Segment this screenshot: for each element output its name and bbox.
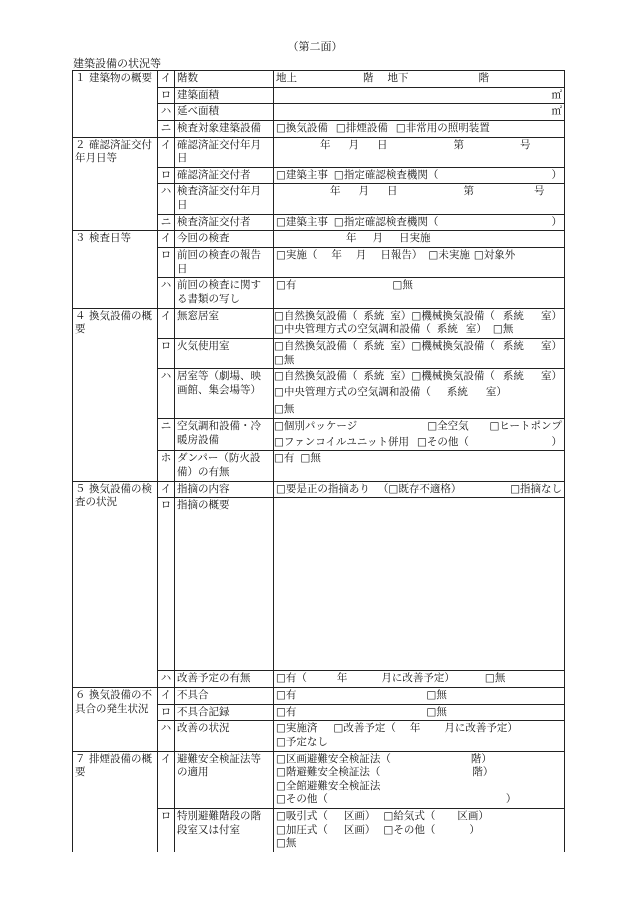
checkbox-no[interactable]: □無 — [300, 452, 321, 465]
field-label: 居室等（劇場、映画館、集会場等） — [175, 369, 274, 419]
field-label: 改善の状況 — [175, 721, 274, 751]
checkbox-not-implemented[interactable]: □未実施 — [428, 249, 470, 262]
table-row: ハ 延べ面積 ㎡ — [73, 104, 565, 121]
checkbox-no[interactable]: □無 — [426, 688, 447, 701]
table-row: ロ 建築面積 ㎡ — [73, 87, 565, 104]
checkbox-correction-required[interactable]: □要是正の指摘あり — [276, 482, 370, 495]
checkbox-natural-ventilation[interactable]: □自然換気設備（ — [274, 370, 358, 383]
checkbox-no[interactable]: □無 — [392, 279, 413, 292]
checkbox-none[interactable]: □無 — [274, 353, 295, 366]
checkbox-floor-evac[interactable]: □階避難安全検証法（ — [276, 766, 381, 779]
table-row: ７ 排煙設備の概要 イ 避難安全検証法等の適用 □区画避難安全検証法（ 階） □階避難安全検証法（ 階） □全館避難安全検証法 □その他（ ） — [73, 751, 565, 809]
table-row: ロ 指摘の概要 — [73, 498, 565, 671]
field-label: 不具合記録 — [175, 704, 274, 721]
section-title: 建築設備の状況等 — [73, 57, 161, 70]
table-row: ニ 検査対象建築設備 □換気設備 □排煙設備 □非常用の照明装置 — [73, 120, 565, 137]
form-table — [72, 70, 565, 852]
field-label: 不具合 — [175, 687, 274, 704]
checkbox-yes[interactable]: □有 — [276, 279, 297, 292]
checkbox-individual-package[interactable]: □個別パッケージ — [274, 420, 358, 433]
table-row: ２ 確認済証交付年月日等 イ 確認済証交付年月日 年 月 日 第 号 — [73, 137, 565, 167]
field-label: 階数 — [175, 71, 274, 88]
field-label: 改善予定の有無 — [175, 671, 274, 688]
checkbox-mechanical-ventilation[interactable]: □機械換気設備（ — [411, 309, 495, 322]
section-3-header: ３ 検査日等 — [73, 231, 158, 308]
field-label: 延べ面積 — [175, 104, 274, 121]
table-row: ロ 火気使用室 □自然換気設備（ 系統 室）□機械換気設備（ 系統 室） □無 — [73, 338, 565, 368]
table-row: １ 建築物の概要 イ 階数 地上 階 地下 階 — [73, 71, 565, 88]
checkbox-yes[interactable]: □有 — [276, 705, 297, 718]
checkbox-natural-ventilation[interactable]: □自然換気設備（ — [274, 309, 358, 322]
section-5-header: ５ 換気設備の検査の状況 — [73, 481, 158, 687]
checkbox-suction[interactable]: □吸引式（ — [276, 810, 328, 823]
field-label: 空気調和設備・冷暖房設備 — [175, 419, 274, 451]
inspection-cert-date-field[interactable]: 年 月 日 第 号 — [274, 184, 565, 214]
section-2-header: ２ 確認済証交付年月日等 — [73, 137, 158, 231]
field-label: 火気使用室 — [175, 338, 274, 368]
field-label: 検査済証交付者 — [175, 214, 274, 231]
checkbox-no[interactable]: □無 — [484, 672, 506, 685]
checkbox-supply[interactable]: □給気式（ — [383, 810, 436, 823]
page-title: （第二面） — [287, 40, 343, 53]
checkbox-all-air[interactable]: □全空気 — [427, 420, 469, 433]
field-label: 確認済証交付年月日 — [175, 137, 274, 167]
checkbox-yes[interactable]: □有 — [276, 688, 297, 701]
checkbox-other[interactable]: □その他（ — [416, 435, 469, 448]
table-row: ハ 前回の検査に関する書類の写し □有 □無 — [73, 278, 565, 308]
section-1-header: １ 建築物の概要 — [73, 71, 158, 138]
field-label: 指摘の内容 — [175, 481, 274, 498]
field-label: 指摘の概要 — [175, 498, 274, 671]
table-row: ロ 不具合記録 □有 □無 — [73, 704, 565, 721]
checkbox-central-hvac[interactable]: □中央管理方式の空気調和設備（ — [274, 323, 431, 336]
checkbox-none[interactable]: □無 — [276, 837, 297, 850]
checkbox-mechanical-ventilation[interactable]: □機械換気設備（ — [411, 339, 495, 352]
checkbox-existing-nonconforming[interactable]: （□既存不適格） — [377, 482, 462, 495]
checkbox-designated-agency[interactable]: □指定確認検査機関（ — [333, 168, 439, 181]
checkbox-done[interactable]: □実施済 — [276, 722, 318, 735]
field-label: 特別避難階段の階段室又は付室 — [175, 809, 274, 852]
table-row: ５ 換気設備の検査の状況 イ 指摘の内容 □要是正の指摘あり （□既存不適格） □指摘なし — [73, 481, 565, 498]
checkbox-other[interactable]: □その他（ — [276, 793, 328, 806]
field-label: 建築面積 — [175, 87, 274, 104]
checkbox-natural-ventilation[interactable]: □自然換気設備（ — [274, 339, 358, 352]
section-4-header: ４ 換気設備の概要 — [73, 308, 158, 481]
checkbox-ventilation[interactable]: □換気設備 — [276, 121, 328, 134]
table-row: ハ 検査済証交付年月日 年 月 日 第 号 — [73, 184, 565, 214]
checkbox-building-official[interactable]: □建築主事 — [276, 168, 328, 181]
checkbox-designated-agency[interactable]: □指定確認検査機関（ — [333, 215, 439, 228]
checkbox-yes[interactable]: □有 — [274, 452, 295, 465]
table-row: ホ ダンパー（防火設備）の有無 □有 □無 — [73, 451, 565, 481]
table-row: ロ 確認済証交付者 □建築主事 □指定確認検査機関（ ） — [73, 167, 565, 184]
building-area-field[interactable]: ㎡ — [274, 87, 565, 104]
field-label: 検査済証交付年月日 — [175, 184, 274, 214]
checkbox-no[interactable]: □無 — [426, 705, 447, 718]
field-label: 検査対象建築設備 — [175, 120, 274, 137]
checkbox-emergency-light[interactable]: □非常用の照明装置 — [395, 121, 490, 134]
findings-summary-area[interactable] — [274, 498, 565, 671]
total-floor-area-field[interactable]: ㎡ — [274, 104, 565, 121]
checkbox-mechanical-ventilation[interactable]: □機械換気設備（ — [411, 370, 495, 383]
table-row: ハ 居室等（劇場、映画館、集会場等） □自然換気設備（ 系統 室）□機械換気設備（ 系統 室） □中央管理方式の空気調和設備（ 系統 室） □無 — [73, 369, 565, 419]
field-label: 確認済証交付者 — [175, 167, 274, 184]
checkbox-building-evac[interactable]: □全館避難安全検証法 — [276, 779, 381, 792]
table-row: ニ 検査済証交付者 □建築主事 □指定確認検査機関（ ） — [73, 214, 565, 231]
checkbox-yes[interactable]: □有（ — [276, 672, 307, 685]
checkbox-building-official[interactable]: □建築主事 — [276, 215, 328, 228]
checkbox-central-hvac[interactable]: □中央管理方式の空気調和設備（ — [274, 385, 431, 398]
table-row: ４ 換気設備の概要 イ 無窓居室 □自然換気設備（ 系統 室）□機械換気設備（ 系統 室） □中央管理方式の空気調和設備（ 系統 室） □無 — [73, 308, 565, 338]
table-row: ロ 前回の検査の報告日 □実施（ 年 月 日報告） □未実施 □対象外 — [73, 248, 565, 278]
table-row: ニ 空気調和設備・冷暖房設備 □個別パッケージ □全空気 □ヒートポンプ □ファンコイルユニット併用 □その他（ ） — [73, 419, 565, 451]
field-label: 無窓居室 — [175, 308, 274, 338]
field-label: 前回の検査の報告日 — [175, 248, 274, 278]
checkbox-no-findings[interactable]: □指摘なし — [510, 482, 562, 495]
checkbox-not-applicable[interactable]: □対象外 — [473, 249, 516, 262]
checkbox-none[interactable]: □無 — [492, 323, 514, 336]
checkbox-heat-pump[interactable]: □ヒートポンプ — [489, 420, 562, 433]
checkbox-none[interactable]: □無 — [274, 403, 295, 416]
table-row: ６ 換気設備の不具合の発生状況 イ 不具合 □有 □無 — [73, 687, 565, 704]
field-label: ダンパー（防火設備）の有無 — [175, 451, 274, 481]
floors-field[interactable]: 地上 階 地下 階 — [274, 71, 565, 88]
section-6-header: ６ 換気設備の不具合の発生状況 — [73, 687, 158, 751]
table-row: ロ 特別避難階段の階段室又は付室 □吸引式（ 区画） □給気式（ 区画） □加圧式（ 区画） □その他（ ） □無 — [73, 809, 565, 852]
table-row: ハ 改善の状況 □実施済 □改善予定（ 年 月に改善予定） □予定なし — [73, 721, 565, 751]
checkbox-fan-coil[interactable]: □ファンコイルユニット併用 — [274, 435, 409, 448]
table-row: ３ 検査日等 イ 今回の検査 年 月 日実施 — [73, 231, 565, 248]
checkbox-smoke-exhaust[interactable]: □排煙設備 — [335, 121, 388, 134]
checkbox-planned[interactable]: □改善予定（ — [333, 722, 396, 735]
checkbox-implemented[interactable]: □実施（ — [276, 249, 318, 262]
field-label: 今回の検査 — [175, 231, 274, 248]
current-inspection-date[interactable]: 年 月 日実施 — [274, 231, 565, 248]
field-label: 前回の検査に関する書類の写し — [175, 278, 274, 308]
confirmation-date-field[interactable]: 年 月 日 第 号 — [274, 137, 565, 167]
checkbox-pressurized[interactable]: □加圧式（ — [276, 823, 328, 836]
section-7-header: ７ 排煙設備の概要 — [73, 751, 158, 852]
table-row: ハ 改善予定の有無 □有（ 年 月に改善予定） □無 — [73, 671, 565, 688]
checkbox-other[interactable]: □その他（ — [383, 823, 436, 836]
field-label: 避難安全検証法等の適用 — [175, 751, 274, 809]
checkbox-zone-evac[interactable]: □区画避難安全検証法（ — [276, 752, 391, 765]
checkbox-no-plan[interactable]: □予定なし — [276, 735, 328, 748]
